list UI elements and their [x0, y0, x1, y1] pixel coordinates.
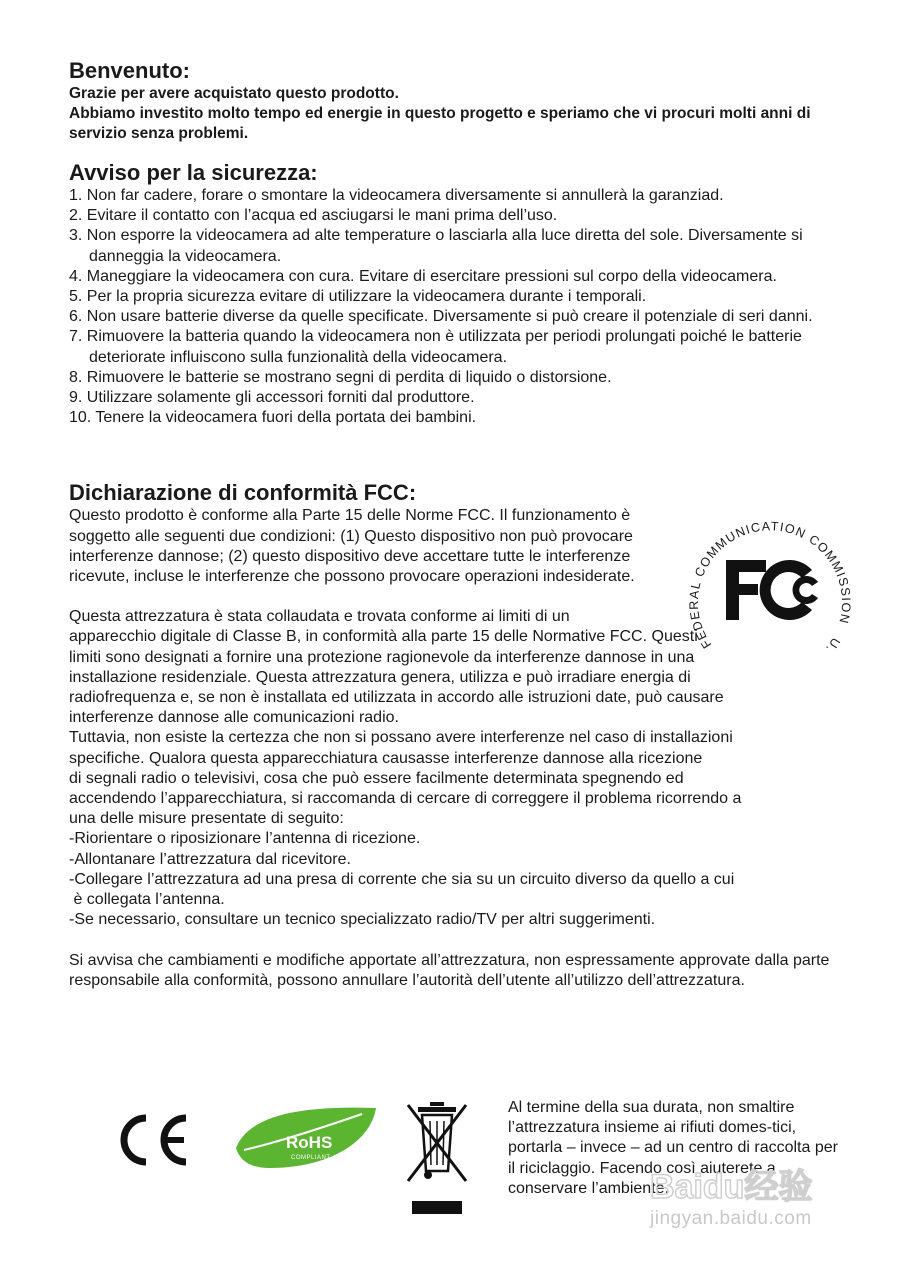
- fcc-line: -Se necessario, consultare un tecnico specializzato radio/TV per altri suggerimenti.: [69, 911, 656, 929]
- safety-item: 10. Tenere la videocamera fuori della portata dei bambini.: [69, 409, 477, 427]
- fcc-line: radiofrequenza e, se non è installata ed utilizzata in accordo alle istruzioni date, può causare: [69, 689, 724, 707]
- fcc-line: -Riorientare o riposizionare l’antenna di ricezione.: [69, 830, 421, 848]
- safety-item: 9. Utilizzare solamente gli accessori forniti dal produttore.: [69, 389, 475, 407]
- fcc-line: una delle misure presentate di seguito:: [69, 810, 344, 828]
- rohs-sub: COMPLIANT: [291, 1155, 331, 1161]
- fcc-line: apparecchio digitale di Classe B, in conformità alla parte 15 delle Normative FCC. Questi: [69, 628, 698, 646]
- welcome-line-1: Grazie per avere acquistato questo prodotto.: [69, 85, 399, 102]
- safety-list: [69, 186, 849, 428]
- safety-item: 2. Evitare il contatto con l’acqua ed asciugarsi le mani prima dell’uso.: [69, 207, 558, 225]
- disposal-notice: Al termine della sua durata, non smaltire l’attrezzatura insieme ai rifiuti domes-tici, portarla – invece – ad un centro di raccolta per il riciclaggio. Facendo così aiuterete a conservare l’ambiente.: [508, 1099, 838, 1197]
- fcc-line: limiti sono designati a fornire una protezione ragionevole da interferenze dannose in una: [69, 648, 695, 666]
- fcc-line: -Collegare l’attrezzatura ad una presa di corrente che sia su un circuito diverso da quello a cui: [69, 870, 735, 888]
- watermark-url: jingyan.baidu.com: [650, 1208, 812, 1229]
- fcc-ring-text: FEDERAL COMMUNICATION COMMISSION: [686, 519, 854, 651]
- fcc-line: accendendo l’apparecchiatura, si raccomanda di cercare di correggere il problema ricorrendo a: [69, 790, 742, 808]
- safety-heading: Avviso per la sicurezza:: [69, 160, 318, 185]
- welcome-line-2: Abbiamo investito molto tempo ed energie in questo progetto e speriamo che vi procuri molti anni di servizio senza problemi.: [69, 105, 811, 142]
- fcc-line: di segnali radio o televisivi, cosa che può essere facilmente determinata spegnendo ed: [69, 769, 684, 787]
- fcc-line: interferenze dannose alle comunicazioni radio.: [69, 709, 399, 727]
- fcc-heading: Dichiarazione di conformità FCC:: [69, 480, 417, 506]
- safety-item: 7. Rimuovere la batteria quando la videocamera non è utilizzata per periodi prolungati poiché le batterie deteriorate influiscono sulla funzionalità della videocamera.: [69, 328, 802, 366]
- fcc-paragraph-3: Si avvisa che cambiamenti e modifiche apportate all’attrezzatura, non espressamente approvate dalla parte responsabile alla conformità, possono annullare l’autorità dell’utente all’utilizzo dell’attrezzatura.: [69, 951, 830, 989]
- safety-item: 8. Rimuovere le batterie se mostrano segni di perdita di liquido o distorsione.: [69, 368, 612, 386]
- watermark-brand: Baidu经验: [650, 1168, 813, 1206]
- safety-item: 4. Maneggiare la videocamera con cura. Evitare di esercitare pressioni sul corpo della videocamera.: [69, 267, 777, 285]
- fcc-line: -Allontanare l’attrezzatura dal ricevitore.: [69, 850, 351, 868]
- crossed-out-wheeled-bin-icon: [404, 1099, 470, 1217]
- fcc-paragraph-1: Questo prodotto è conforme alla Parte 15 delle Norme FCC. Il funzionamento è soggetto alle seguenti due condizioni: (1) Questo dispositivo non può provocare interferenze dannose; (2) questo dispositivo deve accettare tutte le interferenze ricevute, incluse le interferenze che possono provocare operazioni indesiderate.: [69, 507, 635, 586]
- fcc-line: specifiche. Qualora questa apparecchiatura causasse interferenze dannose alla ricezione: [69, 749, 703, 767]
- rohs-logo: [230, 1104, 378, 1170]
- ce-mark-icon: [112, 1114, 192, 1166]
- fcc-logo: [686, 512, 854, 668]
- safety-item: 3. Non esporre la videocamera ad alte temperature o lasciarla alla luce diretta del sole. Diversamente si danneggia la videocamera.: [69, 227, 803, 265]
- fcc-line: Questa attrezzatura è stata collaudata e trovata conforme ai limiti di un: [69, 608, 570, 626]
- fcc-line: installazione residenziale. Questa attrezzatura genera, utilizza e può irradiare energia di: [69, 668, 691, 686]
- welcome-heading: Benvenuto:: [69, 58, 190, 83]
- fcc-line: Tuttavia, non esiste la certezza che non si possano avere interferenze nel caso di installazioni: [69, 729, 733, 747]
- safety-item: 1. Non far cadere, forare o smontare la videocamera diversamente si annullerà la garanziad.: [69, 187, 724, 204]
- fcc-ring-usa: U.: [822, 635, 843, 656]
- rohs-text: RoHS: [286, 1133, 333, 1152]
- safety-item: 5. Per la propria sicurezza evitare di utilizzare la videocamera durante i temporali.: [69, 288, 647, 306]
- fcc-mark-icon: [726, 560, 818, 620]
- baidu-watermark: [640, 1158, 900, 1248]
- fcc-line: è collegata l’antenna.: [69, 891, 225, 909]
- safety-item: 6. Non usare batterie diverse da quelle specificate. Diversamente si può creare il potenziale di seri danni.: [69, 308, 813, 326]
